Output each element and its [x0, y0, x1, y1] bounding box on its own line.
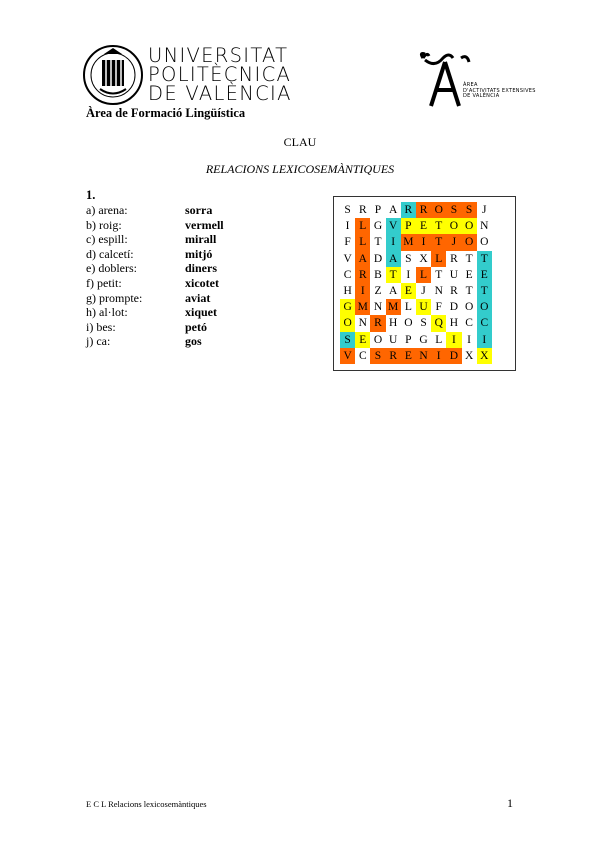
grid-cell: L: [404, 301, 412, 314]
grid-cell: M: [401, 234, 416, 250]
grid-cell: A: [355, 251, 370, 267]
grid-cell: I: [386, 234, 401, 250]
grid-cell: H: [449, 317, 459, 330]
grid-cell: R: [358, 204, 367, 217]
right-logo-text: [463, 83, 543, 100]
grid-cell: P: [405, 333, 412, 346]
grid-cell: G: [340, 299, 355, 315]
grid-cell: B: [374, 268, 382, 281]
grid-cell: S: [420, 317, 427, 330]
grid-cell: S: [344, 204, 351, 217]
grid-cell: P: [401, 218, 416, 234]
grid-cell: N: [416, 348, 431, 364]
university-crest-icon: [82, 44, 144, 106]
answer: xiquet: [185, 305, 218, 320]
grid-cell: H: [343, 285, 352, 298]
grid-cell: X: [419, 252, 428, 265]
grid-cell: N: [480, 220, 489, 233]
grid-cell: E: [355, 332, 370, 348]
question: f) petit:: [86, 275, 122, 290]
grid-cell: A: [389, 285, 398, 298]
page-number: 1: [507, 796, 513, 810]
grid-cell: T: [431, 218, 446, 234]
right-logo-line-1: ÀREA: [463, 82, 478, 88]
grid-cell: L: [355, 234, 370, 250]
grid-cell: H: [389, 317, 398, 330]
grid-cell: O: [340, 315, 355, 331]
grid-cell: J: [446, 234, 461, 250]
grid-cell: E: [401, 283, 416, 299]
grid-cell: X: [477, 348, 492, 364]
grid-cell: J: [482, 204, 487, 217]
grid-cell: X: [464, 349, 474, 362]
grid-cell: D: [446, 348, 461, 364]
university-name: [148, 46, 292, 103]
question: d) calcetí:: [86, 246, 134, 261]
grid-cell: T: [465, 252, 473, 265]
university-name-line-2: POLITÈCNICA: [148, 63, 292, 86]
grid-cell: A: [386, 251, 401, 267]
key-heading: CLAU: [283, 135, 317, 149]
grid-cell: S: [462, 202, 477, 218]
grid-cell: O: [373, 333, 383, 346]
question: h) al·lot:: [86, 305, 128, 320]
question: e) doblers:: [86, 261, 137, 276]
answer: petó: [185, 319, 207, 334]
grid-cell: S: [446, 202, 461, 218]
grid-cell: E: [401, 348, 416, 364]
grid-cell: I: [345, 220, 350, 233]
grid-cell: D: [373, 252, 383, 265]
grid-cell: M: [355, 299, 370, 315]
grid-cell: V: [343, 252, 352, 265]
grid-cell: I: [355, 283, 370, 299]
grid-cell: S: [405, 252, 412, 265]
grid-cell: F: [344, 236, 351, 249]
grid-cell: O: [431, 202, 446, 218]
grid-cell: G: [419, 333, 428, 346]
grid-cell: U: [449, 268, 459, 281]
grid-cell: R: [370, 315, 385, 331]
grid-cell: T: [465, 285, 473, 298]
grid-cell: L: [431, 251, 446, 267]
grid-cell: M: [386, 299, 401, 315]
grid-cell: O: [480, 236, 489, 249]
grid-cell: T: [386, 267, 401, 283]
answer: mitjó: [185, 246, 213, 261]
grid-cell: O: [477, 299, 492, 315]
answer: xicotet: [185, 275, 219, 290]
grid-cell: I: [406, 268, 411, 281]
document-title: RELACIONS LEXICOSEMÀNTIQUES: [205, 162, 395, 176]
grid-cell: O: [446, 218, 461, 234]
university-name-line-3: DE VALÈNCIA: [148, 82, 292, 105]
right-logo: [415, 50, 540, 112]
grid-cells: [340, 202, 492, 364]
question: g) prompte:: [86, 290, 143, 305]
answer: sorra: [185, 203, 213, 217]
letter-a-logo-icon: [415, 50, 475, 112]
grid-cell: O: [462, 218, 477, 234]
question: b) roig:: [86, 217, 122, 232]
word-search-grid: [333, 196, 516, 371]
grid-cell: O: [464, 301, 474, 314]
grid-cell: I: [467, 333, 472, 346]
grid-cell: L: [355, 218, 370, 234]
grid-cell: L: [435, 333, 443, 346]
grid-cell: R: [386, 348, 401, 364]
grid-cell: L: [416, 267, 431, 283]
grid-cell: E: [416, 218, 431, 234]
grid-cell: R: [450, 252, 458, 265]
footer-text: E C L Relacions lexicosemàntiques: [86, 799, 207, 809]
grid-cell: U: [389, 333, 398, 346]
university-name-line-1: UNIVERSITAT: [148, 44, 289, 67]
answer: vermell: [185, 217, 224, 232]
right-logo-line-2: D'ACTIVITATS EXTENSIVES: [463, 87, 536, 94]
grid-cell: N: [373, 301, 383, 314]
answer: mirall: [185, 232, 217, 247]
answer: aviat: [185, 290, 211, 305]
grid-cell: I: [477, 332, 492, 348]
question: c) espill:: [86, 232, 128, 247]
answer: diners: [185, 261, 218, 276]
grid-cell: T: [374, 236, 382, 249]
grid-cell: I: [446, 332, 461, 348]
grid-cell: F: [435, 301, 442, 314]
grid-cell: E: [465, 268, 473, 281]
grid-cell: U: [416, 299, 431, 315]
grid-cell: J: [421, 285, 426, 298]
grid-cell: T: [477, 251, 492, 267]
grid-cell: R: [416, 202, 431, 218]
grid-cell: V: [340, 348, 355, 364]
grid-cell: A: [389, 204, 398, 217]
grid-cell: R: [355, 267, 370, 283]
grid-cell: C: [477, 315, 492, 331]
grid-cell: I: [416, 234, 431, 250]
right-logo-line-3: DE VALÈNCIA: [463, 93, 500, 99]
grid-cell: N: [434, 285, 443, 298]
grid-cell: D: [449, 301, 459, 314]
grid-cell: E: [477, 267, 492, 283]
grid-cell: S: [340, 332, 355, 348]
grid-cell: I: [431, 348, 446, 364]
university-logo: [82, 44, 292, 110]
section-number: 1.: [86, 188, 96, 202]
grid-cell: C: [358, 349, 367, 362]
grid-cell: O: [462, 234, 477, 250]
question: a) arena:: [86, 203, 128, 217]
grid-cell: G: [373, 220, 383, 233]
grid-cell: T: [435, 268, 443, 281]
grid-cell: O: [404, 317, 413, 330]
grid-cell: Z: [374, 285, 382, 298]
area-title: Àrea de Formació Lingüística: [86, 106, 246, 120]
grid-cell: S: [370, 348, 385, 364]
grid-cell: C: [465, 317, 473, 330]
grid-cell: V: [386, 218, 401, 234]
grid-cell: P: [374, 204, 382, 217]
grid-cell: T: [431, 234, 446, 250]
grid-cell: C: [343, 268, 352, 281]
grid-cell: R: [450, 285, 458, 298]
grid-cell: R: [401, 202, 416, 218]
grid-cell: T: [477, 283, 492, 299]
grid-cell: N: [358, 317, 367, 330]
grid-cell: Q: [431, 315, 446, 331]
question: j) ca:: [86, 334, 111, 349]
question: i) bes:: [86, 319, 116, 334]
answer: gos: [185, 334, 202, 349]
